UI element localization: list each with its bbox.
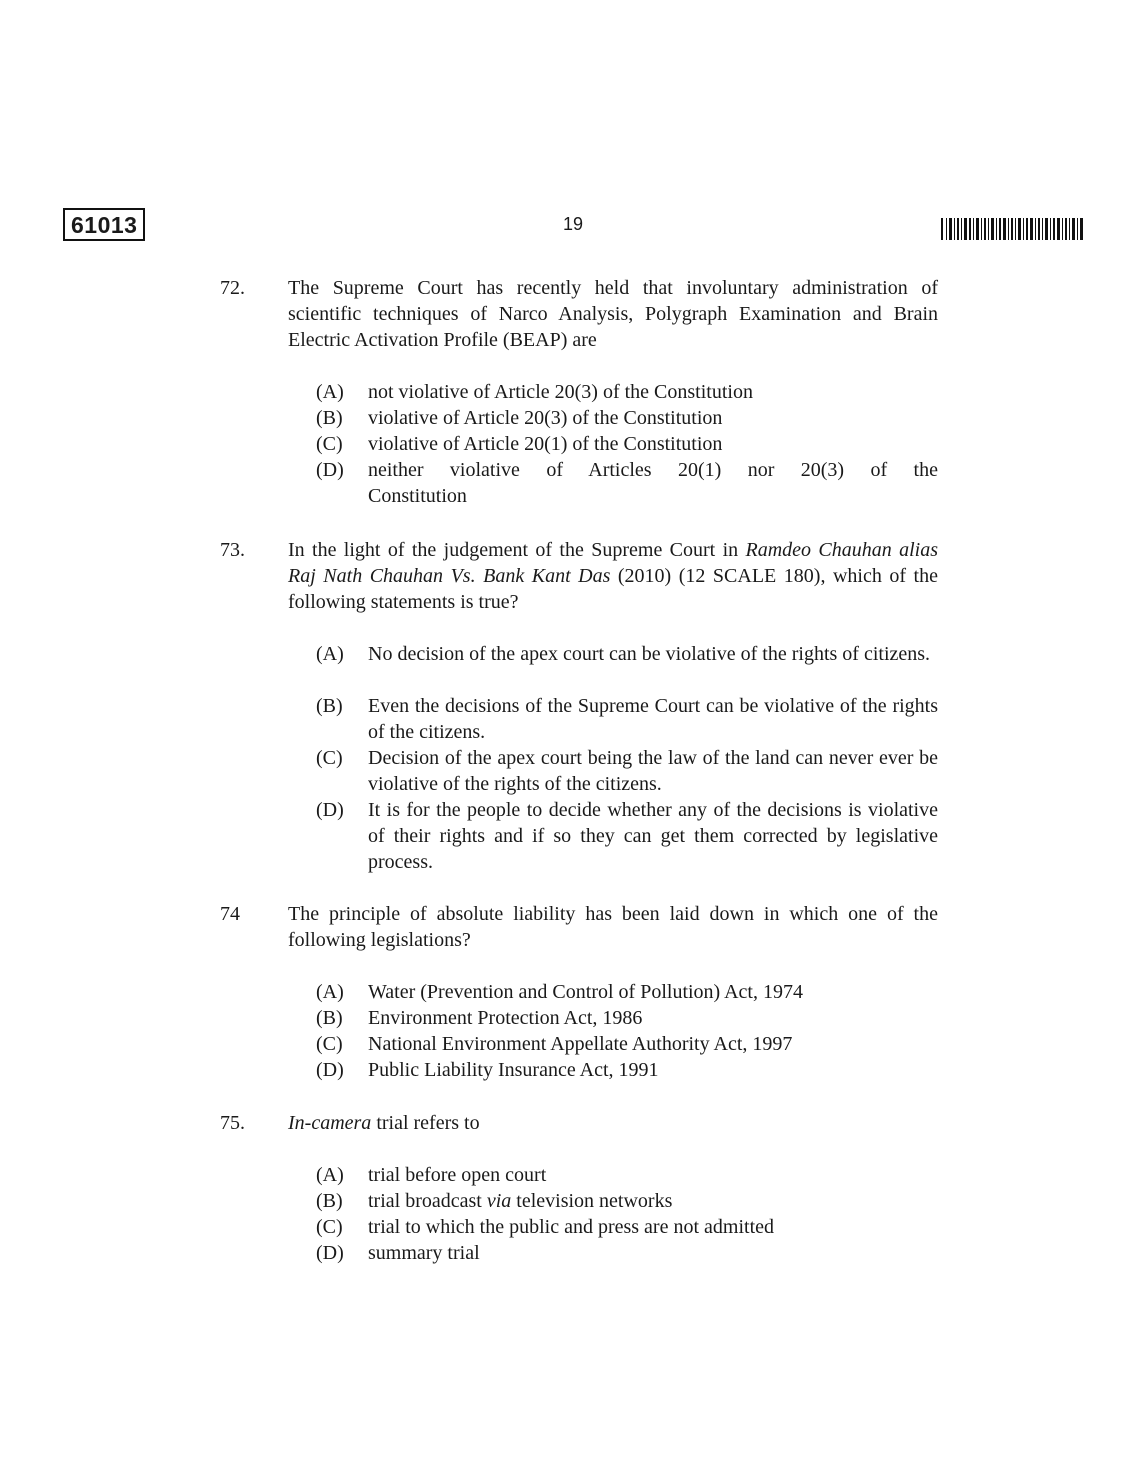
case-name: Ramdeo Chauhan alias Raj Nath Chauhan Vs. Bank Kant Das [288, 539, 938, 587]
option-text [368, 1188, 938, 1214]
option-label: (C) [316, 747, 343, 769]
question-text-suffix: (2010) (12 SCALE 180), which of the following statements is true? [288, 565, 938, 613]
option-text-prefix: trial broadcast [368, 1190, 487, 1212]
option-text: trial to which the public and press are not admitted [368, 1216, 774, 1238]
question-number: 73. [220, 539, 245, 561]
option-text: summary trial [368, 1242, 480, 1264]
option-label: (D) [316, 799, 344, 821]
question-number: 75. [220, 1112, 245, 1134]
question-number: 74 [220, 903, 240, 925]
option-label: (D) [316, 1242, 344, 1264]
question-text-rest: trial refers to [371, 1112, 480, 1134]
paper-code-box: 61013 [63, 208, 145, 241]
question-text-prefix: In the light of the judgement of the Supreme Court in [288, 539, 746, 561]
option-text-suffix: television networks [511, 1190, 673, 1212]
option-label: (A) [316, 381, 344, 403]
page-number: 19 [562, 214, 584, 234]
option-label: (C) [316, 433, 343, 455]
option-text: violative of Article 20(3) of the Constitution [368, 407, 723, 429]
option-label: (D) [316, 459, 344, 481]
question-text [288, 537, 938, 615]
option-text: Public Liability Insurance Act, 1991 [368, 1059, 659, 1081]
option-label: (C) [316, 1216, 343, 1238]
option-text: trial before open court [368, 1164, 547, 1186]
option-label: (C) [316, 1033, 343, 1055]
question-text: The Supreme Court has recently held that involuntary administration of scientific techniques of Narco Analysis, Polygraph Examination and Brain Electric Activation Profile (BEAP) are [288, 277, 938, 351]
option-text: National Environment Appellate Authority Act, 1997 [368, 1033, 793, 1055]
option-label: (D) [316, 1059, 344, 1081]
option-text: not violative of Article 20(3) of the Constitution [368, 381, 753, 403]
option-text: Environment Protection Act, 1986 [368, 1007, 643, 1029]
question-number: 72. [220, 277, 245, 299]
option-text: It is for the people to decide whether any of the decisions is violative of their rights and if so they can get them corrected by legislative process. [368, 799, 938, 873]
option-text-line-2: Constitution [368, 485, 467, 507]
barcode [941, 218, 1083, 240]
question-text-italic: In-camera [288, 1112, 372, 1134]
option-text: No decision of the apex court can be violative of the rights of citizens. [368, 643, 931, 665]
option-label: (B) [316, 407, 343, 429]
option-label: (A) [316, 981, 344, 1003]
option-text: violative of Article 20(1) of the Constitution [368, 433, 723, 455]
option-text: Even the decisions of the Supreme Court can be violative of the rights of the citizens. [368, 695, 938, 743]
option-text-line-1: neither violative of Articles 20(1) nor 20(3) of the [368, 459, 938, 481]
question-text: The principle of absolute liability has been laid down in which one of the following legislations? [288, 903, 938, 951]
option-label: (A) [316, 643, 344, 665]
option-label: (B) [316, 1007, 343, 1029]
option-text: Decision of the apex court being the law of the land can never ever be violative of the rights of the citizens. [368, 747, 938, 795]
question-text [288, 1110, 938, 1136]
option-text-italic: via [486, 1190, 512, 1212]
option-label: (B) [316, 1190, 343, 1212]
option-label: (A) [316, 1164, 344, 1186]
option-label: (B) [316, 695, 343, 717]
option-text: Water (Prevention and Control of Pollution) Act, 1974 [368, 981, 803, 1003]
